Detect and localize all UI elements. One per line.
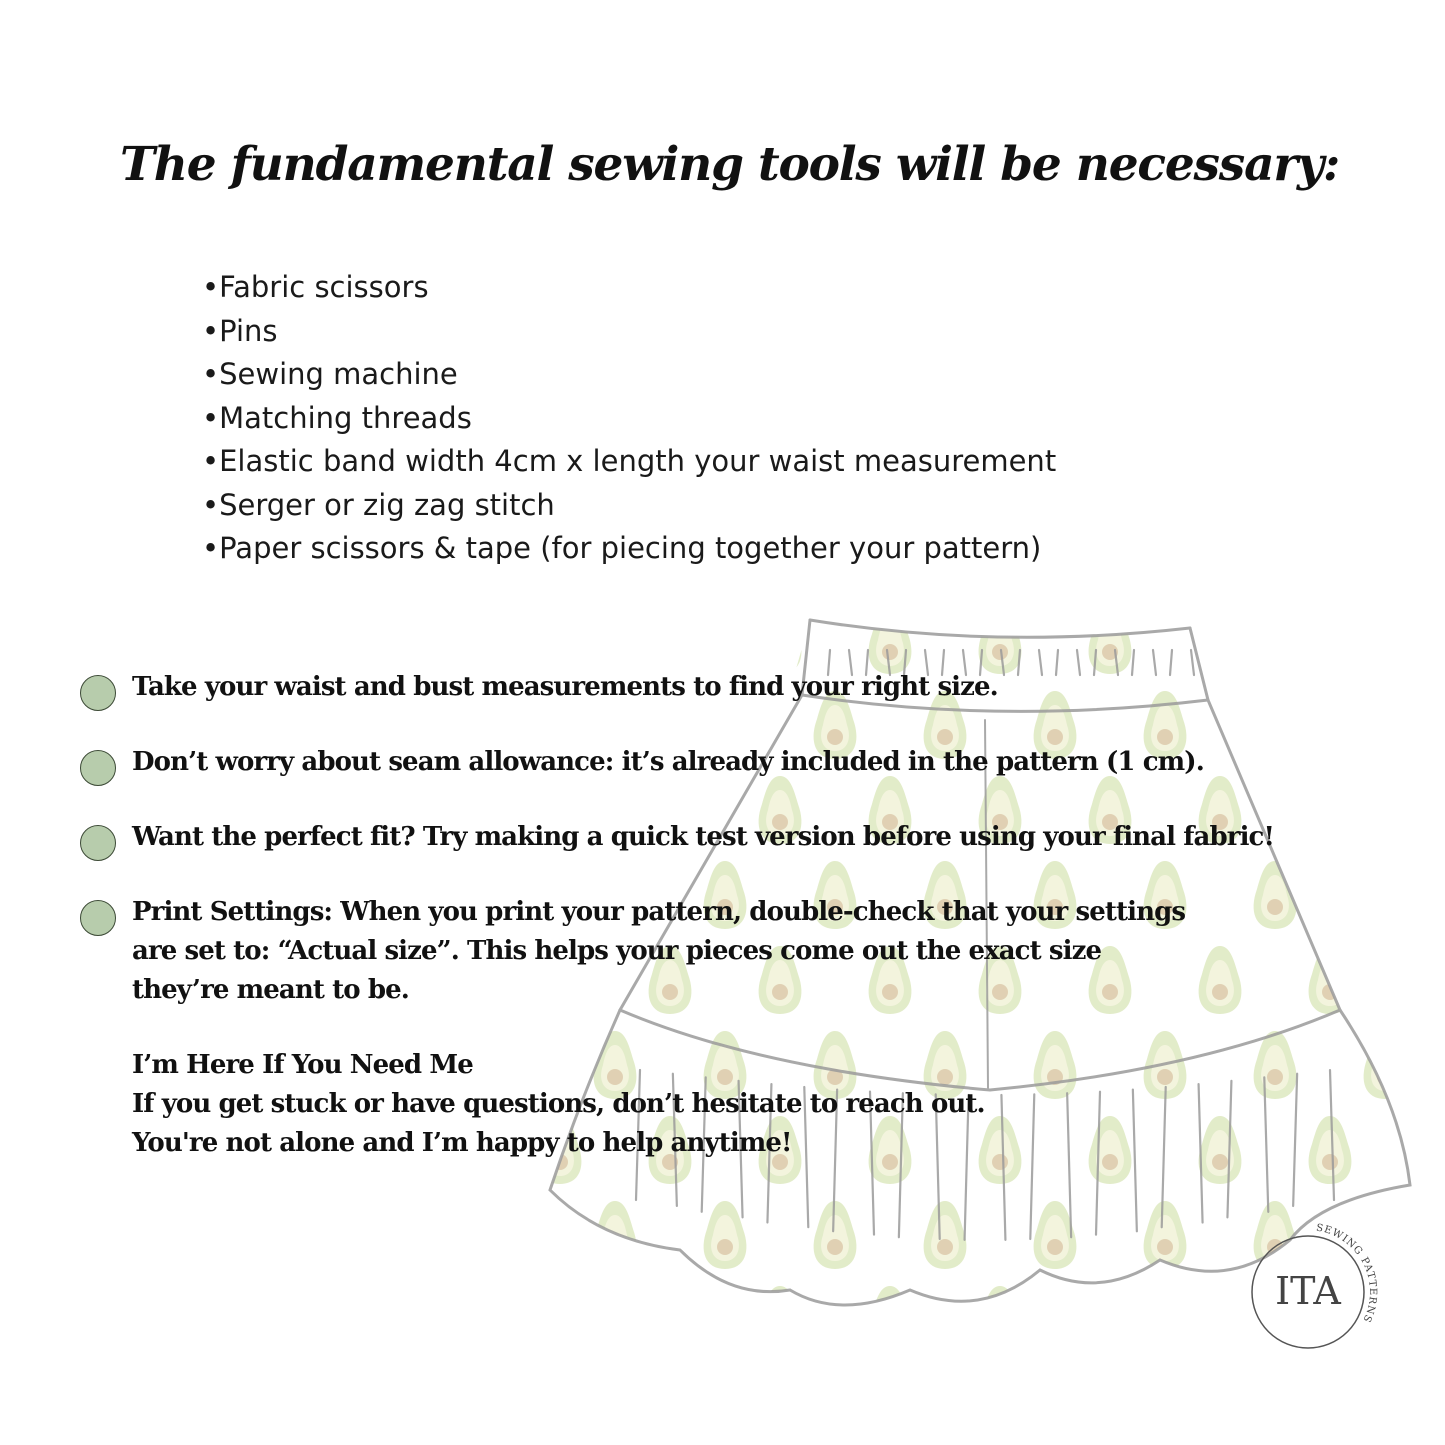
avocado-motif: [979, 606, 1022, 674]
list-item: • Serger or zig zag stitch: [202, 484, 1056, 528]
avocado-motif: [704, 1201, 747, 1269]
bullet-dot-icon: [80, 900, 116, 936]
tip-item: [80, 818, 1420, 857]
avocado-motif: [1419, 946, 1445, 1014]
tip-item: [80, 893, 1420, 1010]
tip-text: Take your waist and bust measurements to find your right size.: [132, 672, 998, 702]
avocado-motif: [539, 606, 582, 674]
help-text: If you get stuck or have questions, don’t hesitate to reach out.: [132, 1089, 985, 1119]
avocado-motif: [1419, 606, 1445, 674]
bullet-dot-icon: [80, 675, 116, 711]
tip-text-line: Print Settings: When you print your pattern, double-check that your settings: [132, 897, 1186, 927]
avocado-motif: [1309, 606, 1352, 674]
list-item: • Elastic band width 4cm x length your waist measurement: [202, 440, 1056, 484]
help-section: [80, 1046, 1420, 1163]
logo-ring-text: SEWING PATTERNS: [1315, 1222, 1378, 1325]
avocado-motif: [594, 1201, 637, 1269]
avocado-motif: [1199, 606, 1242, 674]
avocado-motif: [924, 1201, 967, 1269]
avocado-motif: [1144, 1201, 1187, 1269]
tip-text: Don’t worry about seam allowance: it’s already included in the pattern (1 cm).: [132, 747, 1204, 777]
tips-section: [80, 668, 1420, 1163]
avocado-motif: [1419, 1286, 1445, 1354]
bullet-dot-icon: [80, 825, 116, 861]
ita-logo: [1238, 1222, 1378, 1362]
avocado-motif: [1419, 1116, 1445, 1184]
tip-item: [80, 668, 1420, 707]
bullet-dot-icon: [80, 750, 116, 786]
list-item: • Fabric scissors: [202, 266, 1056, 310]
list-item: • Paper scissors & tape (for piecing together your pattern): [202, 527, 1056, 571]
avocado-motif: [814, 1201, 857, 1269]
avocado-motif: [1089, 1286, 1132, 1354]
help-heading: I’m Here If You Need Me: [132, 1050, 473, 1080]
tip-text-line: are set to: “Actual size”. This helps your pieces come out the exact size: [132, 936, 1102, 966]
avocado-motif: [649, 1286, 692, 1354]
tip-text-line: they’re meant to be.: [132, 975, 409, 1005]
logo-mark: ITA: [1275, 1269, 1341, 1313]
list-item: • Sewing machine: [202, 353, 1056, 397]
avocado-motif: [759, 606, 802, 674]
list-item: • Matching threads: [202, 397, 1056, 441]
list-item: • Pins: [202, 310, 1056, 354]
avocado-motif: [539, 1286, 582, 1354]
avocado-motif: [1419, 776, 1445, 844]
avocado-motif: [1199, 1286, 1242, 1354]
page-title: The fundamental sewing tools will be necessary:: [120, 137, 1340, 192]
avocado-motif: [759, 1286, 802, 1354]
tip-item: [80, 743, 1420, 782]
tip-text: Want the perfect fit? Try making a quick test version before using your final fabric!: [132, 822, 1274, 852]
avocado-motif: [649, 606, 692, 674]
help-text: You're not alone and I’m happy to help anytime!: [132, 1128, 792, 1158]
tools-list: [202, 266, 1056, 571]
avocado-motif: [979, 1286, 1022, 1354]
